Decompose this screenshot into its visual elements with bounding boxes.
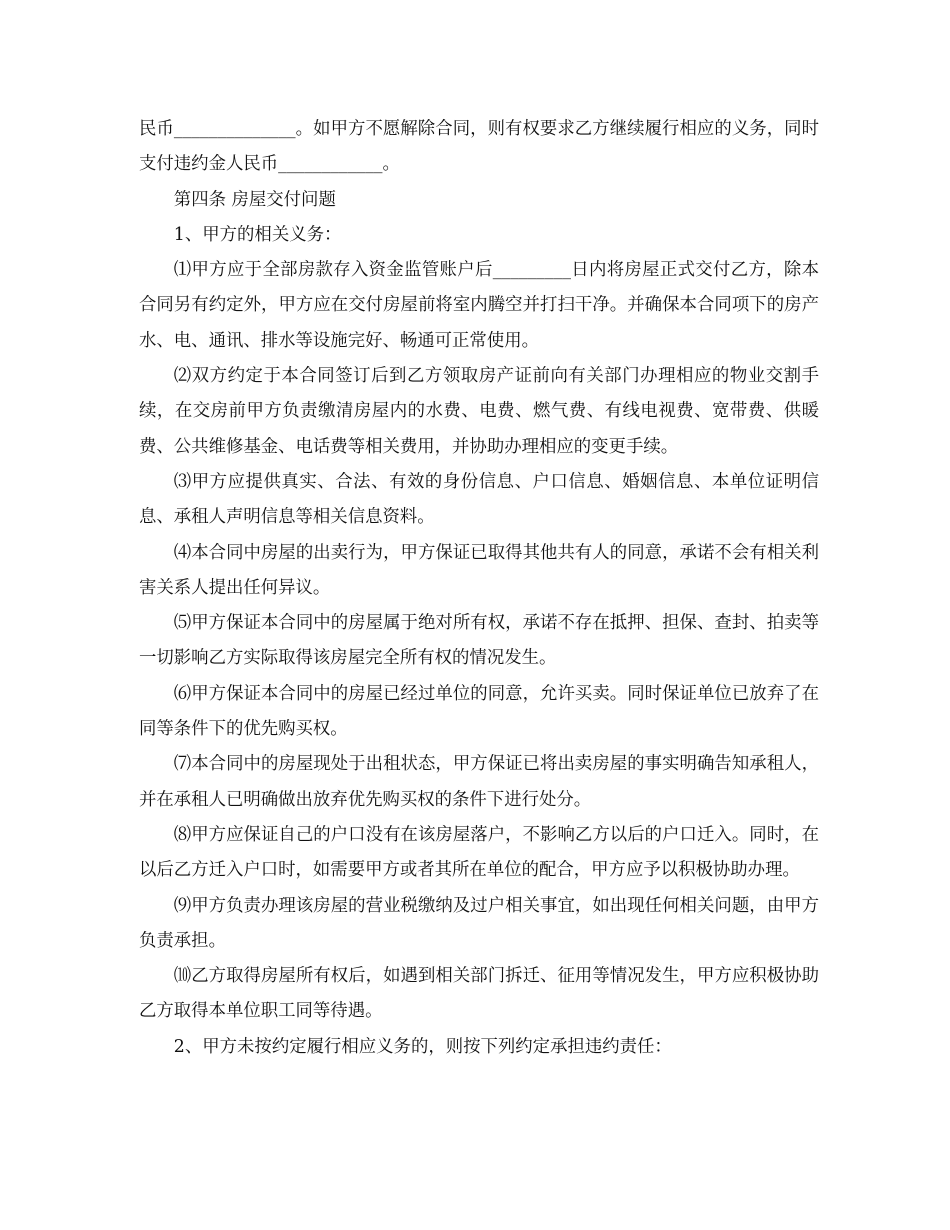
clause-4: ⑷本合同中房屋的出卖行为，甲方保证已取得其他共有人的同意，承诺不会有相关利害关系人提出任何异议。 [139,542,819,598]
clause-7: ⑺本合同中的房屋现处于出租状态，甲方保证已将出卖房屋的事实明确告知承租人，并在承租人已明确做出放弃优先购买权的条件下进行处分。 [139,754,819,810]
clause-10: ⑽乙方取得房屋所有权后，如遇到相关部门拆迁、征用等情况发生，甲方应积极协助乙方取得本单位职工同等待遇。 [139,966,819,1022]
clause-8: ⑻甲方应保证自己的户口没有在该房屋落户，不影响乙方以后的户口迁入。同时，在以后乙方迁入户口时，如需要甲方或者其所在单位的配合，甲方应予以积极协助办理。 [139,824,819,881]
clause-1: ⑴甲方应于全部房款存入资金监管账户后_________日内将房屋正式交付乙方，除本合同另有约定外，甲方应在交付房屋前将室内腾空并打扫干净。并确保本合同项下的房产水、电、通讯、排水等设施完好、畅通可正常使用。 [139,260,819,351]
clause-5: ⑸甲方保证本合同中的房屋属于绝对所有权，承诺不存在抵押、担保、查封、拍卖等一切影响乙方实际取得该房屋完全所有权的情况发生。 [139,613,819,669]
clause-9: ⑼甲方负责办理该房屋的营业税缴纳及过户相关事宜，如出现任何相关问题，由甲方负责承担。 [139,895,819,951]
subsection-heading-party-a-obligations: 1、甲方的相关义务： [173,224,342,245]
clause-6: ⑹甲方保证本合同中的房屋已经过单位的同意，允许买卖。同时保证单位已放弃了在同等条件下的优先购买权。 [139,683,819,740]
section-heading-article-4: 第四条 房屋交付问题 [173,189,336,210]
clause-2: ⑵双方约定于本合同签订后到乙方领取房产证前向有关部门办理相应的物业交割手续，在交房前甲方负责缴清房屋内的水费、电费、燃气费、有线电视费、宽带费、供暖费、公共维修基金、电话费等相关费用，并协助办理相应的变更手续。 [139,366,819,457]
paragraph-continuation: 民币______________。如甲方不愿解除合同，则有权要求乙方继续履行相应的义务，同时支付违约金人民币____________。 [139,119,819,175]
subsection-heading-breach-liability: 2、甲方未按约定履行相应义务的，则按下列约定承担违约责任： [173,1036,672,1057]
clause-3: ⑶甲方应提供真实、合法、有效的身份信息、户口信息、婚姻信息、本单位证明信息、承租人声明信息等相关信息资料。 [139,471,819,528]
document-body [139,112,819,1065]
